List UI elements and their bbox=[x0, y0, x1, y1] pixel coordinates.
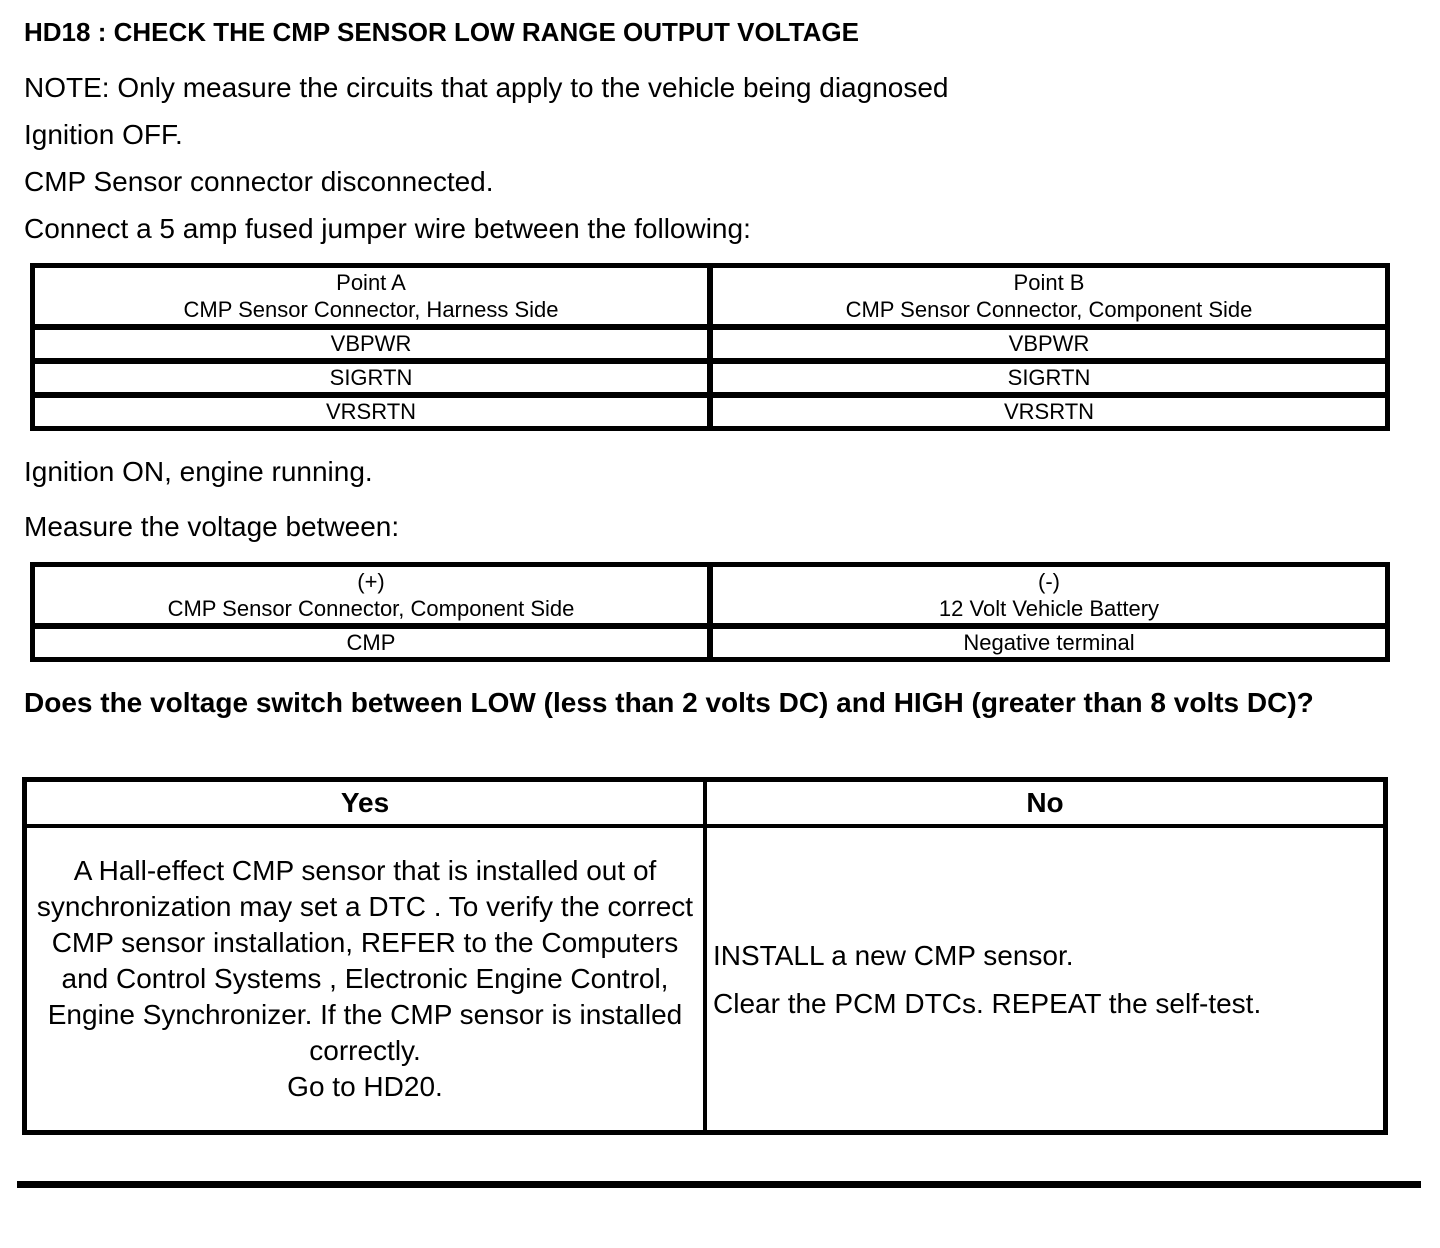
measure-point-cell: Negative terminal bbox=[710, 626, 1388, 660]
table-row bbox=[32, 395, 1388, 429]
point-b-header bbox=[710, 265, 1388, 327]
table-header-row bbox=[32, 564, 1388, 626]
positive-subtitle: CMP Sensor Connector, Component Side bbox=[167, 596, 575, 621]
positive-lead-header bbox=[32, 564, 710, 626]
step-measure-voltage: Measure the voltage between: bbox=[24, 511, 400, 542]
jumper-wire-table bbox=[30, 263, 1390, 431]
pin-cell: SIGRTN bbox=[710, 361, 1388, 395]
step-ignition-off: Ignition OFF. bbox=[24, 119, 183, 150]
result-body-row bbox=[25, 826, 1386, 1133]
positive-symbol: (+) bbox=[357, 569, 385, 594]
point-a-header bbox=[32, 265, 710, 327]
diagnostic-question: Does the voltage switch between LOW (less than 2 volts DC) and HIGH (greater than 8 volts DC)? bbox=[24, 687, 1314, 718]
pin-cell: VBPWR bbox=[32, 327, 710, 361]
voltage-measure-table bbox=[30, 562, 1390, 662]
page-title: HD18 : CHECK THE CMP SENSOR LOW RANGE OUTPUT VOLTAGE bbox=[24, 17, 859, 47]
negative-subtitle: 12 Volt Vehicle Battery bbox=[938, 596, 1160, 621]
pin-cell: VBPWR bbox=[710, 327, 1388, 361]
step-connect-jumper: Connect a 5 amp fused jumper wire between the following: bbox=[24, 213, 751, 244]
table-header-row bbox=[32, 265, 1388, 327]
table-row bbox=[32, 327, 1388, 361]
measure-point-cell: CMP bbox=[32, 626, 710, 660]
point-b-subtitle: CMP Sensor Connector, Component Side bbox=[845, 297, 1253, 322]
table-row bbox=[32, 626, 1388, 660]
yes-next-step: Go to HD20. bbox=[287, 1071, 443, 1102]
no-column-header: No bbox=[705, 780, 1386, 827]
yes-column-header: Yes bbox=[25, 780, 706, 827]
note-text: NOTE: Only measure the circuits that apply to the vehicle being diagnosed bbox=[24, 72, 949, 103]
no-action-clear: Clear the PCM DTCs. REPEAT the self-test. bbox=[713, 987, 1262, 1019]
step-ignition-on: Ignition ON, engine running. bbox=[24, 456, 373, 487]
step-cmp-disconnected: CMP Sensor connector disconnected. bbox=[24, 166, 494, 197]
negative-symbol: (-) bbox=[1038, 569, 1060, 594]
yes-no-result-table bbox=[22, 777, 1388, 1135]
table-row bbox=[32, 361, 1388, 395]
no-result-cell bbox=[705, 826, 1386, 1133]
point-a-subtitle: CMP Sensor Connector, Harness Side bbox=[183, 297, 559, 322]
yes-result-cell bbox=[25, 826, 706, 1133]
point-b-title: Point B bbox=[1013, 270, 1085, 295]
negative-lead-header bbox=[710, 564, 1388, 626]
no-action-install: INSTALL a new CMP sensor. bbox=[713, 939, 1074, 971]
pin-cell: VRSRTN bbox=[710, 395, 1388, 429]
point-a-title: Point A bbox=[336, 270, 406, 295]
pin-cell: SIGRTN bbox=[32, 361, 710, 395]
result-header-row bbox=[25, 780, 1386, 827]
yes-result-text: A Hall-effect CMP sensor that is installed out of synchronization may set a DTC . To verify the correct CMP sensor installation, REFER to the Computers and Control Systems , Electronic Engine Control, Engine Synchronizer. If the CMP sensor is installed correctly. bbox=[36, 855, 694, 1066]
pin-cell: VRSRTN bbox=[32, 395, 710, 429]
bottom-divider-rule bbox=[17, 1181, 1421, 1188]
